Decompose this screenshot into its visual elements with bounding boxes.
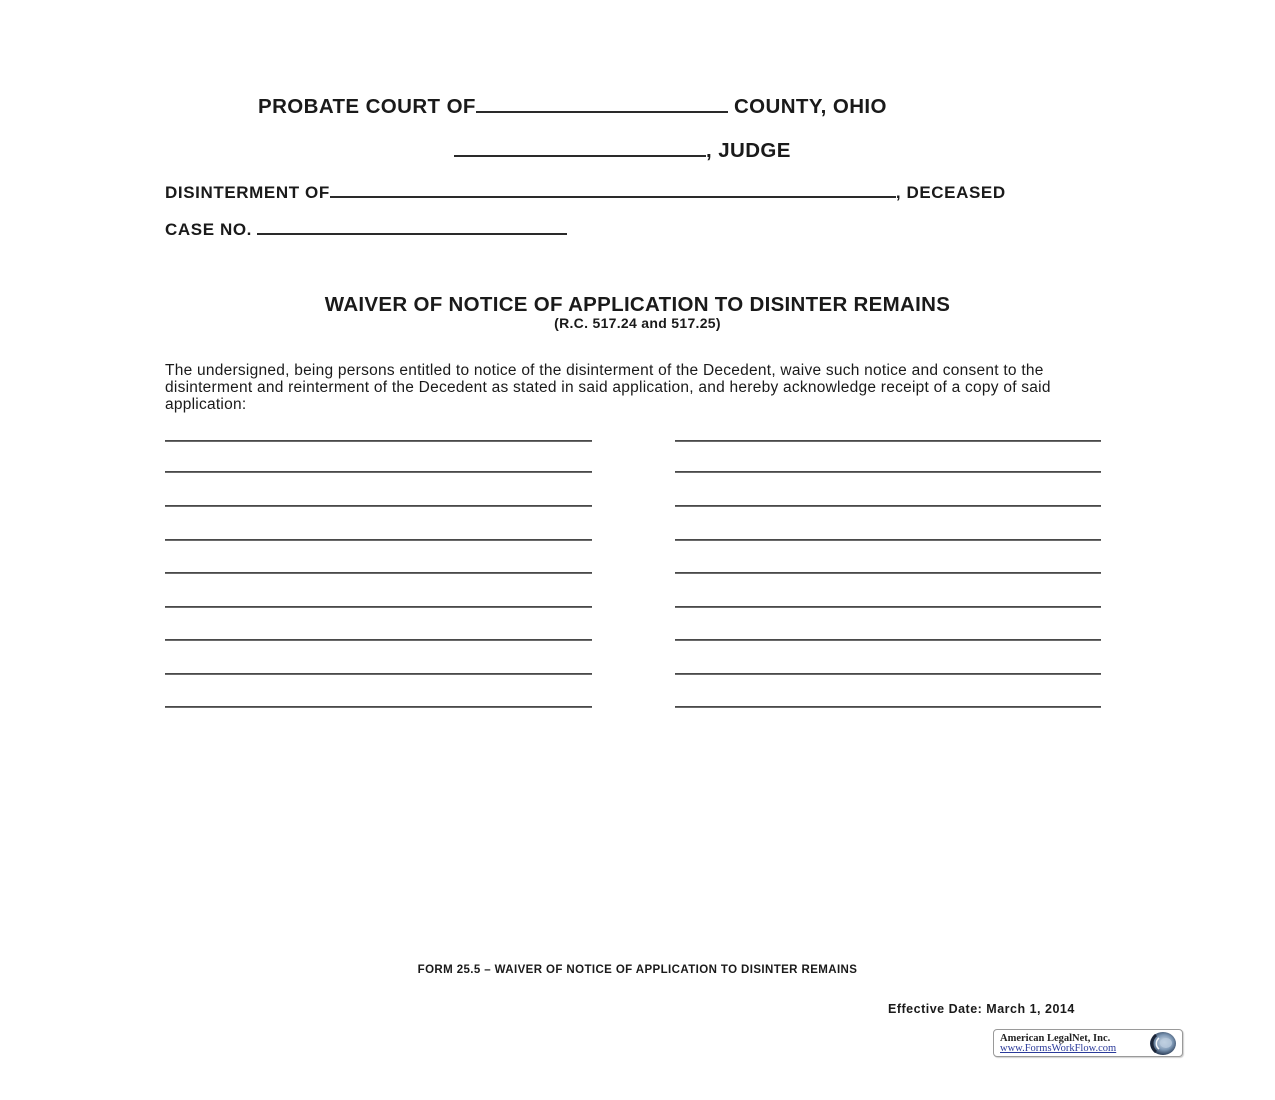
court-line — [258, 95, 887, 119]
case-number-field[interactable] — [257, 233, 567, 235]
signature-line[interactable] — [165, 471, 592, 473]
signature-line[interactable] — [675, 706, 1101, 708]
logo-url-link[interactable]: www.FormsWorkFlow.com — [1000, 1043, 1117, 1054]
signature-line[interactable] — [165, 505, 592, 507]
judge-name-field[interactable] — [454, 155, 706, 157]
court-prefix: PROBATE COURT OF — [258, 95, 476, 118]
form-subtitle: (R.C. 517.24 and 517.25) — [554, 315, 721, 331]
case-number-line — [165, 220, 567, 240]
signature-line[interactable] — [675, 539, 1101, 541]
signature-line[interactable] — [675, 505, 1101, 507]
signature-line[interactable] — [675, 673, 1101, 675]
judge-line — [454, 139, 791, 163]
globe-icon — [1146, 1031, 1178, 1056]
signature-line[interactable] — [165, 606, 592, 608]
county-name-field[interactable] — [476, 111, 728, 113]
signature-line[interactable] — [675, 471, 1101, 473]
signature-line[interactable] — [675, 440, 1101, 442]
signature-line[interactable] — [675, 606, 1101, 608]
disinterment-suffix: , DECEASED — [895, 183, 1006, 202]
signature-line[interactable] — [165, 706, 592, 708]
court-suffix: COUNTY, OHIO — [733, 95, 887, 118]
signature-line[interactable] — [165, 639, 592, 641]
signature-line[interactable] — [165, 539, 592, 541]
signature-line[interactable] — [165, 673, 592, 675]
case-no-label: CASE NO. — [165, 220, 252, 239]
form-footer-label: FORM 25.5 – WAIVER OF NOTICE OF APPLICATION TO DISINTER REMAINS — [417, 964, 858, 976]
disinterment-prefix: DISINTERMENT OF — [165, 183, 330, 202]
waiver-statement: The undersigned, being persons entitled to notice of the disinterment of the Decedent, waive such notice and consent to the disinterment and reinterment of the Decedent as stated in said application, and hereby acknowledge receipt of a copy of said application: — [165, 362, 1051, 413]
effective-date: Effective Date: March 1, 2014 — [888, 1002, 1075, 1016]
judge-suffix: , JUDGE — [706, 139, 791, 162]
logo-company-name: American LegalNet, Inc. — [1000, 1033, 1111, 1044]
disinterment-line — [165, 183, 1006, 203]
decedent-name-field[interactable] — [330, 196, 896, 198]
signature-line[interactable] — [675, 639, 1101, 641]
american-legalnet-logo[interactable] — [993, 1029, 1183, 1057]
form-title: WAIVER OF NOTICE OF APPLICATION TO DISINTER REMAINS — [324, 293, 951, 316]
signature-line[interactable] — [675, 572, 1101, 574]
signature-line[interactable] — [165, 572, 592, 574]
signature-line[interactable] — [165, 440, 592, 442]
